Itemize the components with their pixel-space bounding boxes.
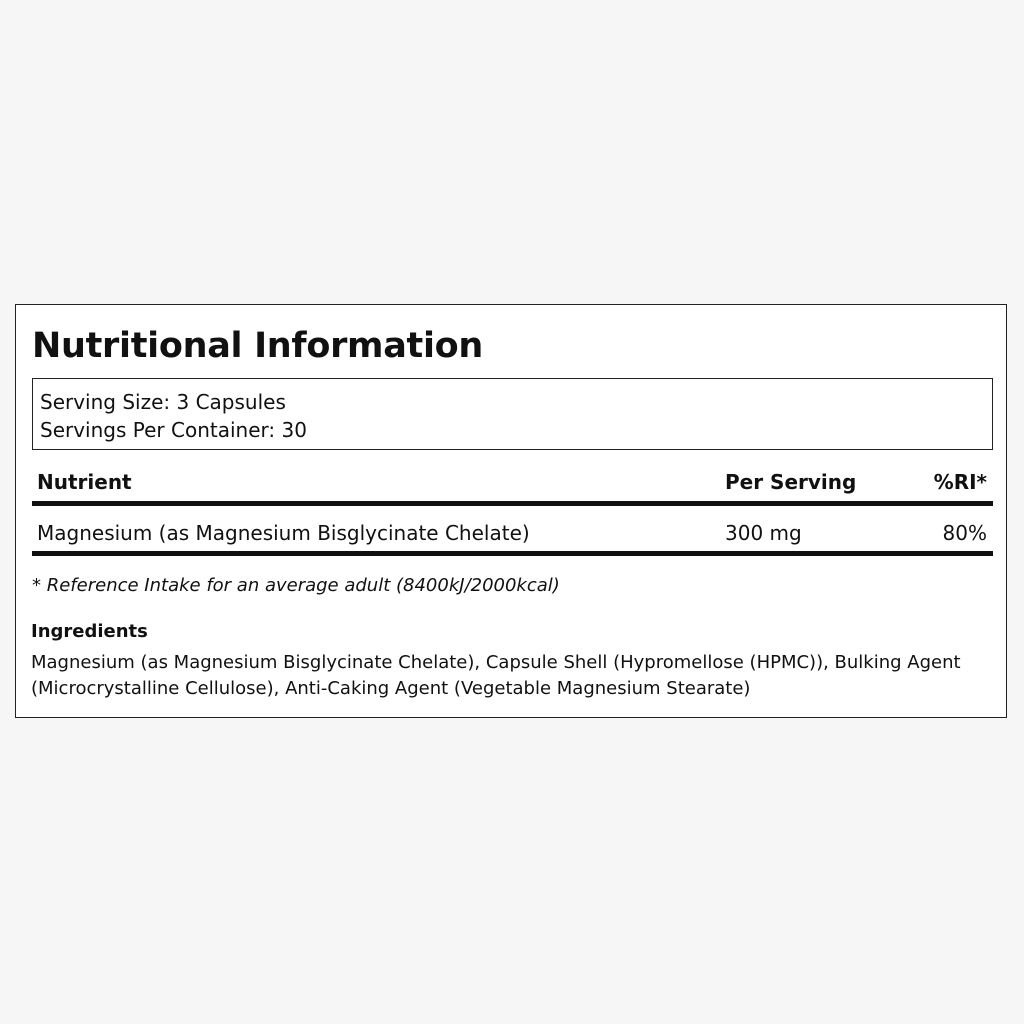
nutrient-name: Magnesium (as Magnesium Bisglycinate Chelate) [37, 521, 530, 545]
ingredients-heading: Ingredients [31, 621, 148, 642]
nutrition-panel [15, 304, 1007, 718]
reference-intake-footnote: * Reference Intake for an average adult (8400kJ/2000kcal) [32, 575, 560, 596]
header-ri: %RI* [933, 470, 987, 494]
servings-per-container: Servings Per Container: 30 [40, 418, 307, 442]
page-title: Nutritional Information [32, 326, 484, 366]
table-row [32, 506, 993, 556]
nutrient-per-serving: 300 mg [725, 521, 802, 545]
header-nutrient: Nutrient [37, 470, 132, 494]
nutrient-ri: 80% [942, 521, 987, 545]
header-per-serving: Per Serving [725, 470, 857, 494]
ingredients-text: Magnesium (as Magnesium Bisglycinate Chelate), Capsule Shell (Hypromellose (HPMC)), Bulking Agent (Microcrystalline Cellulose), Anti-Caking Agent (Vegetable Magnesium Stearate) [31, 652, 961, 699]
nutrient-table [32, 465, 993, 556]
serving-info-box [32, 378, 993, 450]
table-header-row [32, 465, 993, 506]
serving-size: Serving Size: 3 Capsules [40, 390, 286, 414]
